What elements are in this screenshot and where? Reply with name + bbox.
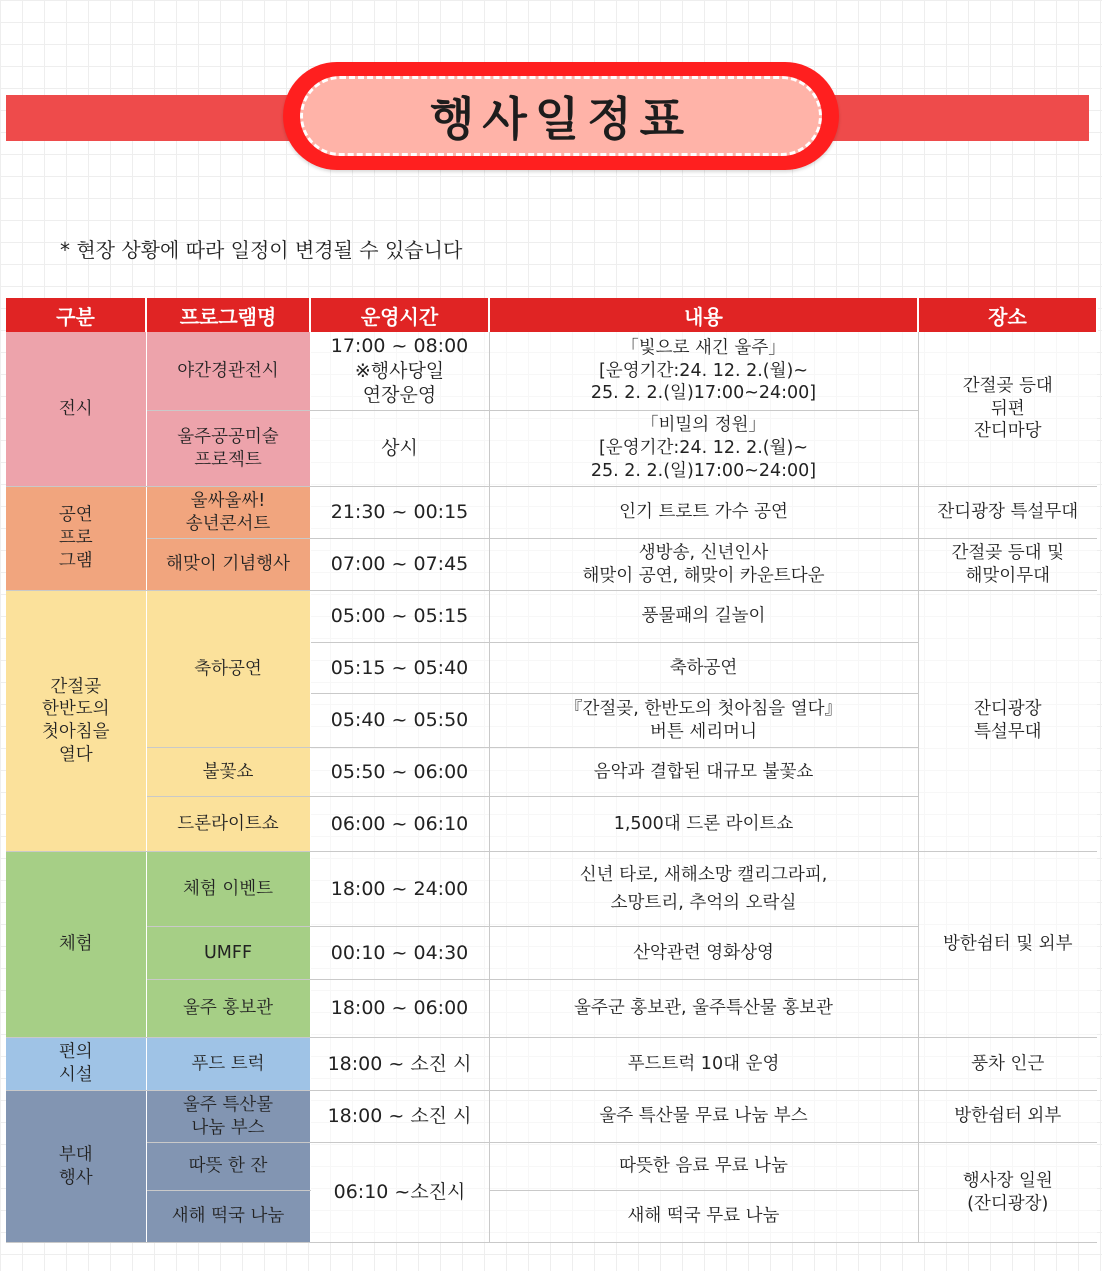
time-cell: 18:00 ~ 24:00 <box>310 852 489 927</box>
content-cell: 생방송, 신년인사 해맞이 공연, 해맞이 카운트다운 <box>489 539 918 591</box>
program-cell: 새해 떡국 나눔 <box>146 1191 310 1243</box>
table-row <box>6 591 1097 643</box>
time-cell: 상시 <box>310 411 489 487</box>
time-cell: 18:00 ~ 06:00 <box>310 980 489 1038</box>
content-cell: 「빛으로 새긴 울주」 [운영기간:24. 12. 2.(월)~ 25. 2. 2.(일)17:00~24:00] <box>489 332 918 411</box>
category-cell-exhibit: 전시 <box>6 332 146 487</box>
program-cell: 푸드 트럭 <box>146 1038 310 1091</box>
content-cell: 새해 떡국 무료 나눔 <box>489 1191 918 1243</box>
column-header-content: 내용 <box>489 298 918 332</box>
content-cell: 신년 타로, 새해소망 캘리그라피, 소망트리, 추억의 오락실 <box>489 852 918 927</box>
category-cell-side-event: 부대 행사 <box>6 1091 146 1243</box>
program-cell: 울주 특산물 나눔 부스 <box>146 1091 310 1143</box>
content-cell: 풍물패의 길놀이 <box>489 591 918 643</box>
time-cell: 18:00 ~ 소진 시 <box>310 1091 489 1143</box>
table-row <box>6 1091 1097 1143</box>
program-cell: 울주 홍보관 <box>146 980 310 1038</box>
table-row <box>6 1143 1097 1191</box>
place-cell: 간절곶 등대 뒤편 잔디마당 <box>918 332 1097 487</box>
content-cell: 인기 트로트 가수 공연 <box>489 487 918 539</box>
content-cell: 음악과 결합된 대규모 불꽃쇼 <box>489 748 918 797</box>
category-cell-performance: 공연 프로 그램 <box>6 487 146 591</box>
content-cell: 1,500대 드론 라이트쇼 <box>489 797 918 852</box>
table-row <box>6 852 1097 927</box>
category-cell-convenience: 편의 시설 <box>6 1038 146 1091</box>
time-cell: 07:00 ~ 07:45 <box>310 539 489 591</box>
category-cell-festival: 간절곶 한반도의 첫아침을 열다 <box>6 591 146 852</box>
place-cell: 잔디광장 특설무대 <box>918 591 1097 852</box>
content-cell: 산악관련 영화상영 <box>489 927 918 980</box>
category-cell-experience: 체험 <box>6 852 146 1038</box>
content-cell: 따뜻한 음료 무료 나눔 <box>489 1143 918 1191</box>
time-cell: 18:00 ~ 소진 시 <box>310 1038 489 1091</box>
place-cell: 간절곶 등대 및 해맞이무대 <box>918 539 1097 591</box>
table-row <box>6 332 1097 411</box>
place-cell: 방한쉼터 및 외부 <box>918 852 1097 1038</box>
page-title: 행사일정표 <box>429 92 693 146</box>
table-row <box>6 1038 1097 1091</box>
title-badge <box>283 62 839 170</box>
column-header-program: 프로그램명 <box>146 298 310 332</box>
program-cell: 야간경관전시 <box>146 332 310 411</box>
event-schedule-table <box>6 298 1098 1243</box>
schedule-notice: * 현장 상황에 따라 일정이 변경될 수 있습니다 <box>60 238 463 262</box>
time-cell: 06:00 ~ 06:10 <box>310 797 489 852</box>
table-header-row <box>6 298 1097 332</box>
content-cell: 푸드트럭 10대 운영 <box>489 1038 918 1091</box>
table-row <box>6 539 1097 591</box>
program-cell: 드론라이트쇼 <box>146 797 310 852</box>
content-cell: 울주 특산물 무료 나눔 부스 <box>489 1091 918 1143</box>
time-cell: 05:40 ~ 05:50 <box>310 694 489 748</box>
time-cell: 06:10 ~소진시 <box>310 1143 489 1243</box>
title-badge-inner <box>300 76 822 156</box>
content-cell: 축하공연 <box>489 643 918 694</box>
table-row <box>6 487 1097 539</box>
place-cell: 방한쉼터 외부 <box>918 1091 1097 1143</box>
place-cell: 잔디광장 특설무대 <box>918 487 1097 539</box>
program-cell: 축하공연 <box>146 591 310 748</box>
program-cell: 해맞이 기념행사 <box>146 539 310 591</box>
content-cell: 울주군 홍보관, 울주특산물 홍보관 <box>489 980 918 1038</box>
time-cell: 21:30 ~ 00:15 <box>310 487 489 539</box>
place-cell: 행사장 일원 (잔디광장) <box>918 1143 1097 1243</box>
column-header-place: 장소 <box>918 298 1097 332</box>
time-cell: 00:10 ~ 04:30 <box>310 927 489 980</box>
time-cell: 17:00 ~ 08:00 ※행사당일 연장운영 <box>310 332 489 411</box>
place-cell: 풍차 인근 <box>918 1038 1097 1091</box>
time-cell: 05:15 ~ 05:40 <box>310 643 489 694</box>
time-cell: 05:50 ~ 06:00 <box>310 748 489 797</box>
time-cell: 05:00 ~ 05:15 <box>310 591 489 643</box>
program-cell: 따뜻 한 잔 <box>146 1143 310 1191</box>
program-cell: 울주공공미술 프로젝트 <box>146 411 310 487</box>
program-cell: 불꽃쇼 <box>146 748 310 797</box>
column-header-category: 구분 <box>6 298 146 332</box>
program-cell: 체험 이벤트 <box>146 852 310 927</box>
column-header-time: 운영시간 <box>310 298 489 332</box>
content-cell: 「비밀의 정원」 [운영기간:24. 12. 2.(월)~ 25. 2. 2.(일)17:00~24:00] <box>489 411 918 487</box>
program-cell: 울싸울싸! 송년콘서트 <box>146 487 310 539</box>
program-cell: UMFF <box>146 927 310 980</box>
content-cell: 『간절곶, 한반도의 첫아침을 열다』 버튼 세리머니 <box>489 694 918 748</box>
